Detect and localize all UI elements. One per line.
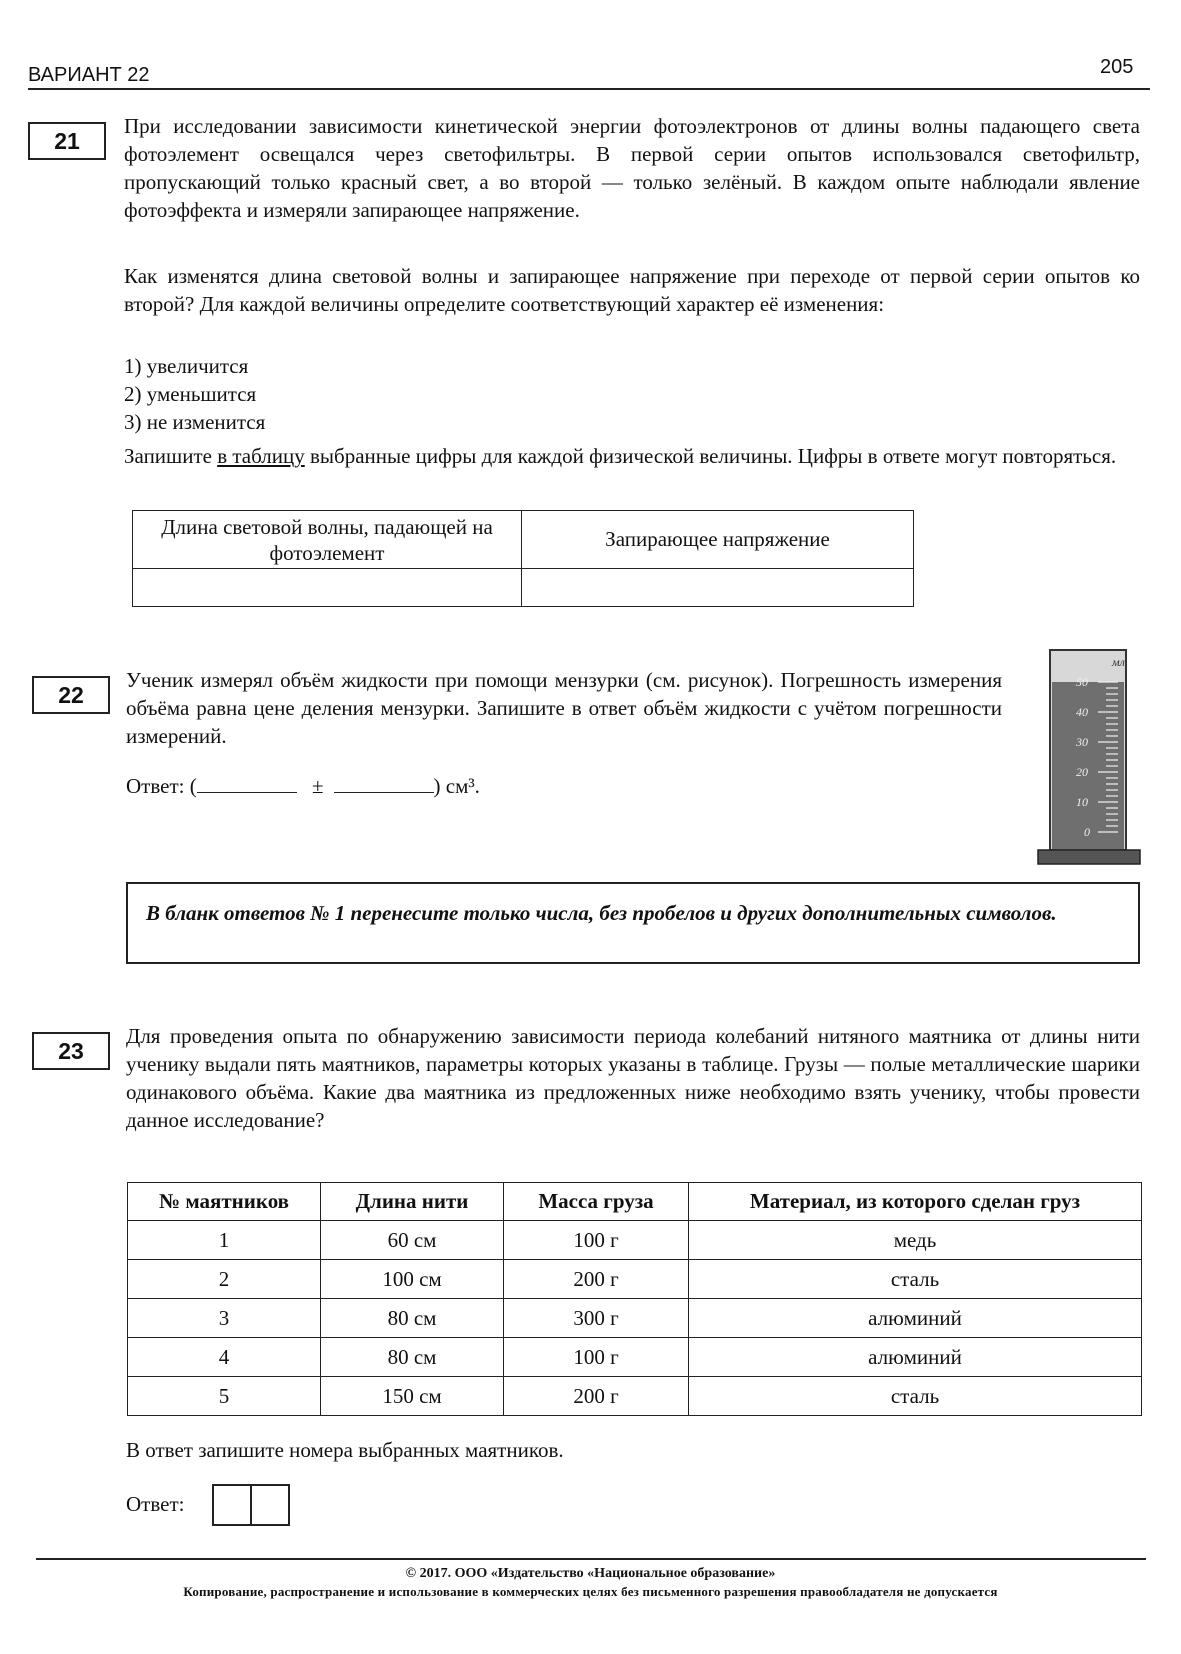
question-22-number: 22: [32, 676, 110, 714]
table-cell: 200 г: [504, 1260, 689, 1299]
page-number: 205: [1100, 56, 1134, 78]
table-cell: 5: [128, 1377, 321, 1416]
answer-sheet-note: В бланк ответов № 1 перенесите только числа, без пробелов и других дополнительных символов.: [126, 882, 1140, 964]
question-21-number: 21: [28, 122, 106, 160]
q21-instruction-part: Запишите: [124, 444, 218, 468]
table-cell: 3: [128, 1299, 321, 1338]
table-row: [128, 1338, 1142, 1377]
table-cell: 80 см: [321, 1338, 504, 1377]
table-row: [128, 1260, 1142, 1299]
q21-instruction-underlined: в таблицу: [217, 444, 305, 468]
q21-option: 3) не изменится: [124, 410, 266, 434]
variant-label: ВАРИАНТ 22: [28, 64, 150, 86]
beaker-scale-label: 30: [1076, 735, 1088, 749]
q22-answer-line: [126, 774, 480, 799]
beaker-illustration: [1036, 646, 1148, 868]
footer-notice: Копирование, распространение и использование в коммерческих целях без письменного разрешения правообладателя не допускается: [183, 1584, 998, 1599]
beaker-unit-label: мл: [1112, 655, 1125, 669]
q21-option: 2) уменьшится: [124, 382, 257, 406]
table-row: [128, 1377, 1142, 1416]
pendulum-table-header: Материал, из которого сделан груз: [689, 1183, 1142, 1221]
footer-divider: [36, 1558, 1146, 1560]
q22-value-blank[interactable]: [197, 774, 297, 793]
table-cell: 4: [128, 1338, 321, 1377]
table-cell: 2: [128, 1260, 321, 1299]
table-cell: алюминий: [689, 1299, 1142, 1338]
q21-option: 1) увеличится: [124, 354, 249, 378]
table-cell: 100 г: [504, 1338, 689, 1377]
q21-answer-table: [132, 510, 914, 607]
q21-paragraph-1: При исследовании зависимости кинетической энергии фотоэлектронов от длины волны падающего света фотоэлемент освещался через светофильтры. В первой серии опытов использовался светофильтр, пропускающий только красный свет, а во второй — только зелёный. В каждом опыте наблюдали явление фотоэффекта и измеряли запирающее напряжение.: [124, 114, 1140, 222]
q21-options: [124, 352, 265, 436]
q21-instruction-part: выбранные цифры для каждой физической величины. Цифры в ответе могут повторяться.: [304, 444, 1117, 468]
table-cell: медь: [689, 1221, 1142, 1260]
beaker-scale-label: 0: [1084, 825, 1090, 839]
q23-answer-cells: [214, 1484, 290, 1526]
q22-error-blank[interactable]: [334, 774, 434, 793]
table-cell: 60 см: [321, 1221, 504, 1260]
beaker-scale-label: 50: [1076, 675, 1088, 689]
q23-instruction: В ответ запишите номера выбранных маятников.: [126, 1438, 564, 1462]
plus-minus-sign: ±: [311, 774, 324, 798]
q22-text: Ученик измерял объём жидкости при помощи мензурки (см. рисунок). Погрешность измерения объёма равна цене деления мензурки. Запишите в ответ объём жидкости с учётом погрешности измерений.: [126, 668, 1002, 748]
beaker-scale-label: 20: [1076, 765, 1088, 779]
q21-table-header-wavelength: Длина световой волны, падающей на фотоэлемент: [133, 511, 522, 569]
q22-answer-unit: ) см³.: [433, 774, 480, 798]
pendulum-table-header: Масса груза: [504, 1183, 689, 1221]
table-cell: сталь: [689, 1377, 1142, 1416]
q21-answer-cell-wavelength[interactable]: [133, 569, 522, 607]
header-divider: [28, 88, 1150, 90]
pendulum-table: [127, 1182, 1142, 1416]
q23-answer-label: Ответ:: [126, 1492, 185, 1516]
question-23-number: 23: [32, 1032, 110, 1070]
table-cell: 150 см: [321, 1377, 504, 1416]
table-row: [128, 1221, 1142, 1260]
beaker-scale-label: 40: [1076, 705, 1088, 719]
table-cell: 100 см: [321, 1260, 504, 1299]
beaker-scale-label: 10: [1076, 795, 1088, 809]
q21-answer-cell-voltage[interactable]: [522, 569, 914, 607]
answer-cell-1[interactable]: [212, 1484, 252, 1526]
footer-copyright: © 2017. ООО «Издательство «Национальное образование»: [405, 1566, 776, 1581]
table-cell: 200 г: [504, 1377, 689, 1416]
table-cell: 100 г: [504, 1221, 689, 1260]
pendulum-table-header: № маятников: [128, 1183, 321, 1221]
table-cell: 300 г: [504, 1299, 689, 1338]
table-cell: алюминий: [689, 1338, 1142, 1377]
q22-answer-label: Ответ: (: [126, 774, 197, 798]
q21-paragraph-2: Как изменятся длина световой волны и запирающее напряжение при переходе от первой серии опытов ко второй? Для каждой величины определите соответствующий характер её изменения:: [124, 264, 1140, 316]
q21-instruction: [124, 442, 1140, 470]
table-row: [128, 1299, 1142, 1338]
beaker-base: [1038, 850, 1140, 864]
q21-table-header-voltage: Запирающее напряжение: [522, 511, 914, 569]
table-cell: 80 см: [321, 1299, 504, 1338]
q23-text: Для проведения опыта по обнаружению зависимости периода колебаний нитяного маятника от длины нити ученику выдали пять маятников, параметры которых указаны в таблице. Грузы — полые металлические шарики одинакового объёма. Какие два маятника из предложенных ниже необходимо взять ученику, чтобы провести данное исследование?: [126, 1024, 1140, 1132]
answer-cell-2[interactable]: [250, 1484, 290, 1526]
table-cell: 1: [128, 1221, 321, 1260]
pendulum-table-header: Длина нити: [321, 1183, 504, 1221]
table-cell: сталь: [689, 1260, 1142, 1299]
